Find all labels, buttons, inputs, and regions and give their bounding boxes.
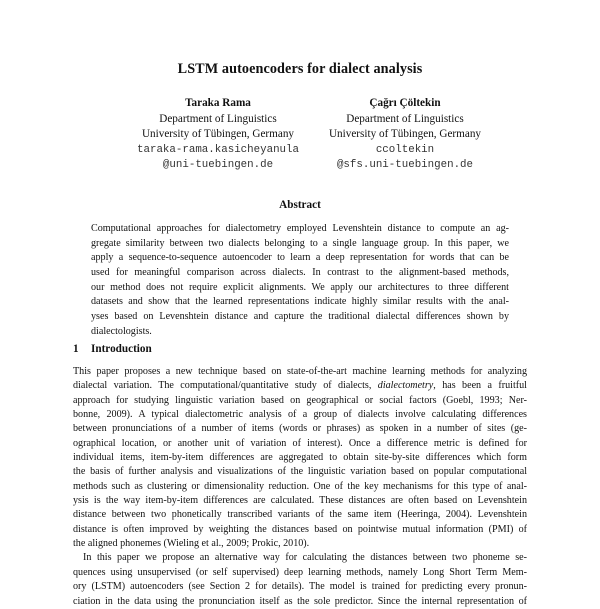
- abstract-line: yses based on Levenshtein distance and capture the traditional dialectal differences shown by: [91, 310, 509, 322]
- body-line: ysis is the way item-by-item differences are calculated. These distances are often based on Levenshtein: [73, 495, 527, 507]
- intro-paragraph-2: [73, 551, 527, 608]
- author-email-line-1: taraka-rama.kasicheyanula: [137, 143, 299, 156]
- section-heading: [73, 343, 152, 355]
- author-email-line-1: ccoltekin: [375, 143, 435, 156]
- abstract-text: [91, 222, 509, 339]
- body-line: distance between two phonetically transcribed variants of the same item (Heeringa, 2004). Levenshtein: [73, 509, 527, 521]
- body-line: methods such as clustering or dimensionality reduction. One of the key mechanisms for this type of anal-: [73, 480, 527, 492]
- intro-paragraph-1: [73, 365, 527, 551]
- author-email-line-2: @uni-tuebingen.de: [162, 159, 274, 172]
- body-line: approach for studying linguistic variation based on geographical or social factors (Goebl, 1993; Ner-: [73, 394, 527, 406]
- body-line: ciation in the data using the pronunciation itself as the sole predictor. Since the internal representation of: [73, 595, 527, 607]
- author-name: Çağrı Çöltekin: [369, 97, 441, 109]
- author-email-line-2: @sfs.uni-tuebingen.de: [336, 159, 474, 172]
- section-title: Introduction: [91, 343, 152, 355]
- paper-title: LSTM autoencoders for dialect analysis: [177, 61, 423, 77]
- body-line: bonne, 2009). A typical dialectometric analysis of a group of dialects involve calculating differences: [73, 409, 527, 421]
- author-department: Department of Linguistics: [159, 112, 277, 125]
- abstract-line: our method does not require explicit alignments. We apply our architectures to three different: [91, 281, 509, 293]
- introduction-body: [73, 365, 527, 609]
- abstract-heading: Abstract: [279, 199, 321, 211]
- abstract-line: apply a sequence-to-sequence autoencoder to learn a deep representation for words that can be: [91, 252, 509, 264]
- abstract-line: datasets and show that the learned representations indicate highly similar results with the anal-: [91, 296, 509, 308]
- body-line: individual items, item-by-item differences are aggregated to obtain site-by-site differences which form: [73, 452, 527, 464]
- body-text: , has been a fruitful: [433, 380, 527, 392]
- body-line: between pronunciations of a number of items (words or phrases) as spoken in a number of sites (ge-: [73, 423, 527, 435]
- body-line: This paper proposes a new technique based on state-of-the-art machine learning methods for analyzing: [73, 366, 527, 377]
- body-line: the aligned phonemes (Wieling et al., 2009; Prokic, 2010).: [73, 538, 310, 550]
- abstract-line: dialectologists.: [91, 325, 152, 337]
- body-line: distance is often improved by weighting the distances based on pointwise mutual information (PMI) of: [73, 523, 527, 535]
- body-line-with-emphasis: [73, 379, 527, 393]
- author-block-1: [118, 96, 318, 174]
- body-line: ographical location, or another unit of variation of interest). Once a difference metric is defined for: [73, 437, 527, 449]
- body-line: the basis of further analysis and visualizations of the linguistic variation based on popular computational: [73, 466, 527, 478]
- abstract-line: gregate similarity between two dialects belonging to a single language group. In this paper, we: [91, 237, 509, 249]
- section-number: 1: [73, 343, 79, 355]
- body-line: ory (LSTM) autoencoders (see Section 2 for details). The model is trained for predicting every pronun-: [73, 581, 527, 593]
- author-affiliation: University of Tübingen, Germany: [141, 128, 295, 141]
- body-line: In this paper we propose an alternative way for calculating the distances between two phoneme se-: [83, 552, 527, 564]
- author-name: Taraka Rama: [185, 97, 251, 109]
- author-affiliation: University of Tübingen, Germany: [328, 128, 482, 141]
- abstract-line: Computational approaches for dialectometry employed Levenshtein distance to compute an ag-: [91, 223, 509, 234]
- body-line: quences using unsupervised (or self supervised) deep learning methods, namely Long Short Term Mem-: [73, 566, 527, 578]
- body-text: dialectal variation. The computational/quantitative study of dialects,: [73, 380, 378, 392]
- author-department: Department of Linguistics: [346, 112, 464, 125]
- emphasized-term: dialectometry: [377, 380, 434, 392]
- abstract-line: used for meaningful comparison across dialects. In contrast to the alignment-based methods,: [91, 266, 509, 278]
- author-block-2: [300, 96, 510, 174]
